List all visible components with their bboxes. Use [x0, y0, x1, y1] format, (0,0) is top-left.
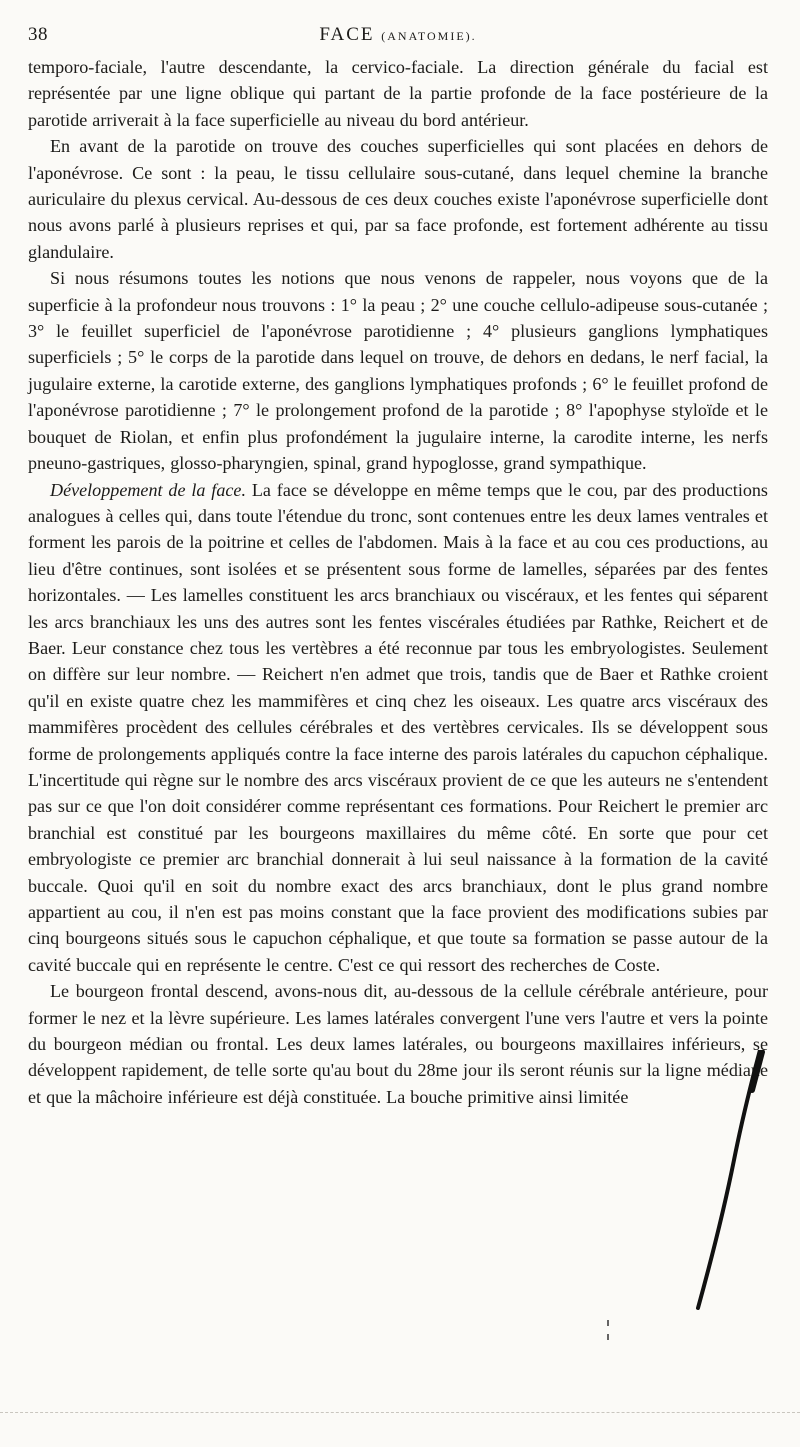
paragraph-4-body: La face se développe en même temps que le cou, par des productions analogues à celles qui, dans toute l'étendue du tronc, sont contenues entre les deux lames ventrales et forment les parois de la poitrine et celles de l'abdomen. Mais à la face et au cou ces productions, au lieu d'être continues, sont isolées et se présentent sous forme de lamelles, séparées par des fentes horizontales. — Les lamelles constituent les arcs branchiaux ou viscéraux, et les fentes qui séparent les arcs branchiaux les uns des autres sont les fentes viscérales étudiées par Rathke, Reichert et de Baer. Leur constance chez tous les vertèbres a été reconnue par tous les embryologistes. Seulement on diffère sur leur nombre. — Reichert n'en admet que trois, tandis que de Baer et Rathke croient qu'il en existe quatre chez les mammifères et cinq chez les oiseaux. Les quatre arcs viscéraux des mammifères procèdent des cellules cérébrales et des vertèbres cervicales. Ils se développent sous forme de prolongements appliqués contre la face interne des parois latérales du capuchon céphalique. L'incertitude qui règne sur le nombre des arcs viscéraux provient de ce que les auteurs ne s'entendent pas sur ce que l'on doit considérer comme représentant ces formations. Pour Reichert le premier arc branchial est constitué par les bourgeons maxillaires du même côté. En sorte que pour cet embryologiste ce premier arc branchial donnerait à lui seul naissance à la formation de la cavité buccale. Quoi qu'il en soit du nombre exact des arcs branchiaux, dont le plus grand nombre appartient au cou, il n'en est pas moins constant que la face provient des modifications subies par cinq bourgeons situés sous le capuchon céphalique, et que toute sa formation se passe autour de la cavité buccale qui en représente le centre. C'est ce qui ressort des recherches de Coste.	[28, 479, 769, 975]
paragraph-2: En avant de la parotide on trouve des couches superficielles qui sont placées en dehors de l'aponévrose. Ce sont : la peau, le tissu cellulaire sous-cutané, dans lequel chemine la branche auriculaire du plexus cervical. Au-dessous de ces deux couches existe l'aponévrose superficielle dont nous avons parlé à plusieurs reprises et qui, par sa face profonde, est fortement adhérente au tissu glandulaire.	[28, 136, 768, 262]
page-bottom-edge	[0, 1412, 800, 1414]
pen-stroke-mark	[690, 1050, 770, 1310]
running-title	[28, 24, 768, 46]
paragraph-1: temporo-faciale, l'autre descendante, la cervico-faciale. La direction générale du facial est représentée par une ligne oblique qui partant de la partie profonde de la face postérieure de la parotide arriverait à la face superficielle au niveau du bord antérieur.	[28, 57, 768, 130]
page-number: 38	[28, 24, 48, 45]
paragraph-5: Le bourgeon frontal descend, avons-nous dit, au-dessous de la cellule cérébrale antérieure, pour former le nez et la lèvre supérieure. Les lames latérales convergent l'une vers l'autre et vers la pointe du bourgeon médian ou frontal. Les deux lames latérales, ou bourgeons maxillaires inférieurs, se développent rapidement, de telle sorte qu'au bout du 28me jour ils seront réunis sur la ligne médiane et que la mâchoire inférieure est déjà constituée. La bouche primitive ainsi limitée	[28, 981, 768, 1107]
running-header	[28, 24, 768, 54]
running-title-main: FACE	[319, 24, 375, 45]
paragraph-4	[28, 477, 768, 979]
page	[28, 24, 768, 1110]
section-lead: Développement de la face.	[50, 479, 246, 500]
running-title-sub: (ANATOMIE).	[381, 29, 477, 43]
paragraph-3: Si nous résumons toutes les notions que nous venons de rappeler, nous voyons que de la superficie à la profondeur nous trouvons : 1° la peau ; 2° une couche cellulo-adipeuse sous-cutanée ; 3° le feuillet superficiel de l'aponévrose parotidienne ; 4° plusieurs ganglions lymphatiques superficiels ; 5° le corps de la parotide dans lequel on trouve, de dehors en dedans, le nerf facial, la jugulaire externe, la carotide externe, des ganglions lymphatiques profonds ; 6° le feuillet profond de l'aponévrose parotidienne ; 7° le prolongement profond de la parotide ; 8° l'apophyse styloïde et le bouquet de Riolan, et enfin plus profondément la jugulaire interne, la carodite interne, les nerfs pneuno-gastriques, glosso-pharyngien, spinal, grand hypoglosse, grand sympathique.	[28, 268, 768, 474]
ink-speck	[606, 1320, 610, 1342]
